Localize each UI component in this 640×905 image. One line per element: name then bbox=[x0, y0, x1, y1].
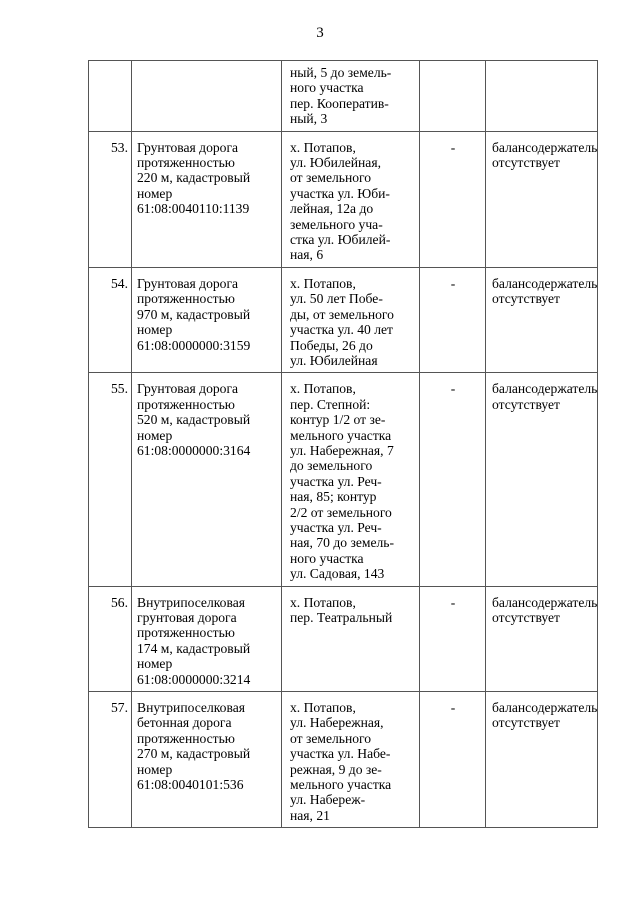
balance-value-cell: - bbox=[420, 131, 486, 267]
cell-line: стка ул. Юбилей- bbox=[290, 232, 391, 248]
cell-line: отсутствует bbox=[492, 396, 561, 412]
cell-line: протяженностью bbox=[137, 291, 235, 307]
location-cell bbox=[282, 267, 420, 372]
location-cell bbox=[282, 61, 420, 132]
cell-line: балансодержатель bbox=[492, 381, 598, 397]
cell-line: номер bbox=[137, 656, 173, 672]
balance-holder-cell bbox=[486, 267, 598, 372]
cell-line: отсутствует bbox=[492, 715, 561, 731]
cell-line: участка ул. Реч- bbox=[290, 519, 382, 535]
balance-value-cell: - bbox=[420, 586, 486, 691]
cell-line: номер bbox=[137, 761, 173, 777]
cell-line: ул. Набереж- bbox=[290, 792, 366, 808]
cell-line: протяженностью bbox=[137, 625, 235, 641]
cell-line: от земельного bbox=[290, 730, 372, 746]
cell-line: контур 1/2 от зе- bbox=[290, 412, 386, 428]
cell-line: ная, 21 bbox=[290, 807, 330, 823]
balance-value-cell: - bbox=[420, 373, 486, 586]
cell-line: х. Потапов, bbox=[290, 275, 356, 291]
cell-line: х. Потапов, bbox=[290, 700, 356, 716]
cell-line: мельного участка bbox=[290, 777, 392, 793]
balance-holder-cell bbox=[486, 373, 598, 586]
cell-line: лейная, 12а до bbox=[290, 201, 374, 217]
cell-line: до земельного bbox=[290, 458, 373, 474]
cell-line: 61:08:0000000:3159 bbox=[137, 337, 251, 353]
cell-line: земельного уча- bbox=[290, 216, 383, 232]
cell-line: пер. Кооператив- bbox=[290, 95, 389, 111]
cell-line: Грунтовая дорога bbox=[137, 275, 239, 291]
cell-line: участка ул. Юби- bbox=[290, 185, 390, 201]
table-row bbox=[89, 267, 598, 372]
table-row bbox=[89, 61, 598, 132]
object-name-cell bbox=[132, 373, 282, 586]
road-registry-table bbox=[88, 60, 598, 828]
location-cell bbox=[282, 131, 420, 267]
cell-line: ды, от земельного bbox=[290, 306, 394, 322]
cell-line: ный, 3 bbox=[290, 111, 328, 127]
cell-line: отсутствует bbox=[492, 291, 561, 307]
balance-holder-cell bbox=[486, 586, 598, 691]
cell-line: протяженностью bbox=[137, 396, 235, 412]
cell-line: 61:08:0040101:536 bbox=[137, 777, 244, 793]
cell-line: 2/2 от земельного bbox=[290, 504, 392, 520]
cell-line: Внутрипоселковая bbox=[137, 700, 245, 716]
cell-line: ул. 50 лет Побе- bbox=[290, 291, 383, 307]
page-number: 3 bbox=[316, 25, 324, 41]
object-name-cell bbox=[132, 61, 282, 132]
location-cell bbox=[282, 586, 420, 691]
object-name-cell bbox=[132, 267, 282, 372]
object-name-cell bbox=[132, 131, 282, 267]
cell-line: Грунтовая дорога bbox=[137, 139, 239, 155]
cell-line: номер bbox=[137, 322, 173, 338]
cell-line: ный, 5 до земель- bbox=[290, 65, 392, 80]
cell-line: Внутрипоселковая bbox=[137, 594, 245, 610]
cell-line: балансодержатель bbox=[492, 139, 598, 155]
cell-line: протяженностью bbox=[137, 730, 235, 746]
table-row bbox=[89, 373, 598, 586]
balance-holder-cell bbox=[486, 692, 598, 828]
row-number: 55. bbox=[89, 373, 132, 586]
cell-line: ная, 6 bbox=[290, 247, 324, 263]
balance-holder-cell bbox=[486, 131, 598, 267]
cell-line: ная, 70 до земель- bbox=[290, 535, 395, 551]
cell-line: участка ул. 40 лет bbox=[290, 322, 394, 338]
cell-line: 61:08:0040110:1139 bbox=[137, 201, 250, 217]
cell-line: 61:08:0000000:3214 bbox=[137, 671, 251, 687]
row-number: 56. bbox=[89, 586, 132, 691]
cell-line: от земельного bbox=[290, 170, 372, 186]
cell-line: номер bbox=[137, 185, 173, 201]
cell-line: отсутствует bbox=[492, 155, 561, 171]
cell-line: ул. Набережная, bbox=[290, 715, 384, 731]
cell-line: 220 м, кадастровый bbox=[137, 170, 251, 186]
row-number: 57. bbox=[89, 692, 132, 828]
location-cell bbox=[282, 692, 420, 828]
balance-value-cell: - bbox=[420, 692, 486, 828]
cell-line: Победы, 26 до bbox=[290, 337, 373, 353]
cell-line: балансодержатель bbox=[492, 700, 598, 716]
table-row bbox=[89, 586, 598, 691]
cell-line: балансодержатель bbox=[492, 275, 598, 291]
cell-line: 270 м, кадастровый bbox=[137, 746, 251, 762]
object-name-cell bbox=[132, 692, 282, 828]
cell-line: х. Потапов, bbox=[290, 381, 356, 397]
cell-line: участка ул. Реч- bbox=[290, 473, 382, 489]
cell-line: х. Потапов, bbox=[290, 139, 356, 155]
cell-line: номер bbox=[137, 427, 173, 443]
cell-line: 970 м, кадастровый bbox=[137, 306, 251, 322]
cell-line: грунтовая дорога bbox=[137, 610, 237, 625]
cell-line: ного участка bbox=[290, 550, 364, 566]
cell-line: ул. Набережная, 7 bbox=[290, 442, 394, 458]
row-number: 53. bbox=[89, 131, 132, 267]
row-number: 54. bbox=[89, 267, 132, 372]
cell-line: 520 м, кадастровый bbox=[137, 412, 251, 428]
row-number bbox=[89, 61, 132, 132]
cell-line: участка ул. Набе- bbox=[290, 746, 391, 762]
cell-line: балансодержатель bbox=[492, 594, 598, 610]
cell-line: мельного участка bbox=[290, 427, 392, 443]
cell-line: отсутствует bbox=[492, 610, 561, 625]
registry-table-body bbox=[89, 61, 598, 828]
cell-line: пер. Театральный bbox=[290, 610, 393, 625]
cell-line: ул. Юбилейная, bbox=[290, 155, 381, 171]
cell-line: пер. Степной: bbox=[290, 396, 371, 412]
object-name-cell bbox=[132, 586, 282, 691]
cell-line: ного участка bbox=[290, 80, 364, 96]
cell-line: ная, 85; контур bbox=[290, 489, 377, 505]
balance-holder-cell bbox=[486, 61, 598, 132]
cell-line: протяженностью bbox=[137, 155, 235, 171]
location-cell bbox=[282, 373, 420, 586]
balance-value-cell: - bbox=[420, 267, 486, 372]
cell-line: режная, 9 до зе- bbox=[290, 761, 382, 777]
cell-line: ул. Садовая, 143 bbox=[290, 566, 385, 582]
balance-value-cell bbox=[420, 61, 486, 132]
cell-line: ул. Юбилейная bbox=[290, 352, 378, 368]
table-row bbox=[89, 131, 598, 267]
cell-line: Грунтовая дорога bbox=[137, 381, 239, 397]
cell-line: 61:08:0000000:3164 bbox=[137, 442, 251, 458]
cell-line: х. Потапов, bbox=[290, 594, 356, 610]
cell-line: 174 м, кадастровый bbox=[137, 640, 251, 656]
table-row bbox=[89, 692, 598, 828]
cell-line: бетонная дорога bbox=[137, 715, 232, 731]
